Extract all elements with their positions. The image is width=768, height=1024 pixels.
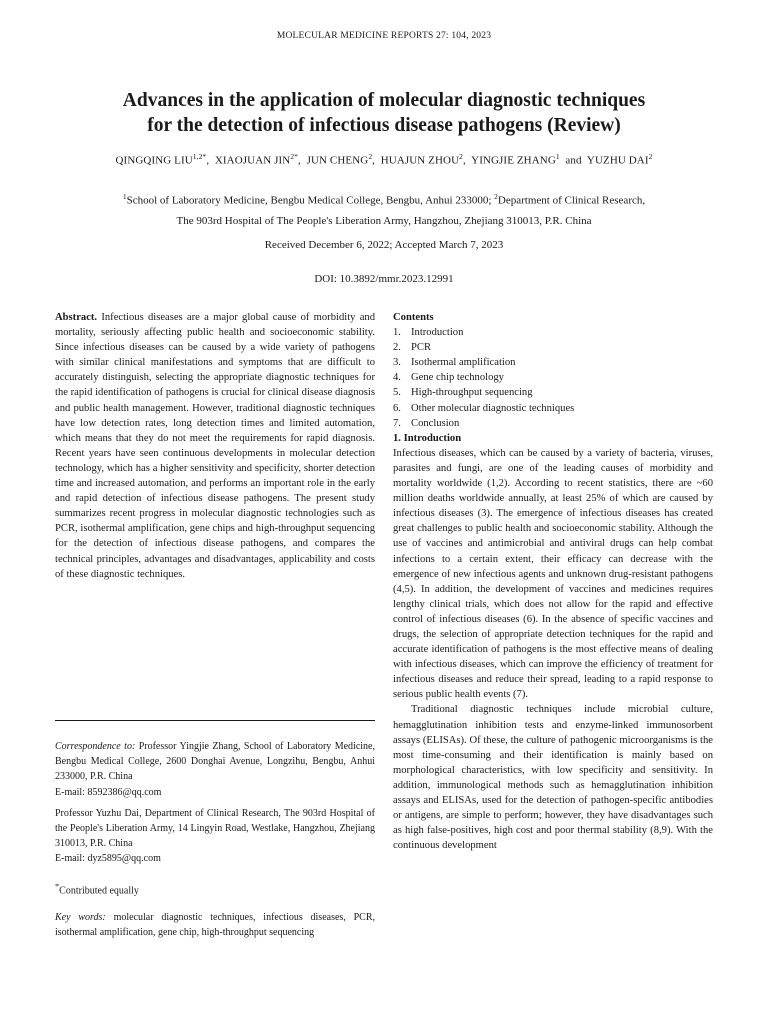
paper-title-line-2: for the detection of infectious disease pathogens (Review) <box>147 115 621 136</box>
keywords-text: molecular diagnostic techniques, infectious diseases, PCR, isothermal amplification, gene chip, high‑throughput sequencing <box>55 912 375 939</box>
section-heading-introduction: 1. Introduction <box>393 432 462 444</box>
received-accepted-dates: Received December 6, 2022; Accepted March 7, 2023 <box>264 239 504 251</box>
introduction-paragraph-1: Infectious diseases, which can be caused by a variety of bacteria, viruses, parasites and fungi, are one of the leading causes of morbidity and mortality worldwide (1,2). According to recent statistics, there are ~60 million deaths worldwide annually, at least 25% of which are caused by infectious diseases (3). The emergence of infectious diseases has created great challenges to public health and socioeconomic stability. Although the use of vaccines and antimicrobial and antiviral drugs can help combat infections to a certain extent, their efficacy can decrease with the emergence of new infectious agents and unknown drug‑resistant pathogens (4,5). In addition, the development of vaccines and medicines requires lengthy clinical trials, which does not allow for the rapid and effective control of infectious diseases (6). In the absence of specific vaccines and drugs, the selection of appropriate detection techniques for the rapid and accurate identification of pathogens is the most effective means of dealing with infectious diseases, which can improve the efficiency of treatment for infectious diseases and reduce their spread, leading to a rapid response to serious public health events (7). <box>393 447 713 701</box>
contents-item-label: Conclusion <box>411 417 460 429</box>
author-affiliation-sup: 2 <box>459 152 463 161</box>
author-name: YUZHU DAI <box>586 154 649 167</box>
contributed-sup: * <box>55 881 60 891</box>
affiliation-2-text-a: Department of Clinical Research, <box>497 194 646 207</box>
contents-item-label: Introduction <box>411 327 464 339</box>
affiliation-sup-2: 2 <box>494 192 498 201</box>
footnote-divider <box>55 720 375 721</box>
contents-item-number: 7. <box>393 417 401 429</box>
contents-list <box>393 325 713 431</box>
contents-item-label: High‑throughput sequencing <box>411 387 533 399</box>
author-affiliation-sup: 2 <box>368 152 373 161</box>
contents-item[interactable] <box>393 355 713 370</box>
author-name: HUAJUN ZHOU <box>380 154 460 167</box>
author-list <box>20 152 748 167</box>
introduction-paragraph-2: Traditional diagnostic techniques include microbial culture, hemagglutination inhibition tests and enzyme‑linked immunosorbent assays (ELISAs). Of these, the culture of pathogenic microorganisms is the most time‑consuming and their identification is mainly based on morphological characteristics, with low specificity and sensitivity. In addition, immunological methods such as hemagglutination inhibition assays and ELISAs, used for the detection of pathogen‑specific antibodies or antigens, are simple to perform; however, they have disadvantages such as high false‑positives, high cost and poor thermal stability (8,9). With the continuous development <box>393 704 713 852</box>
author-separator: , <box>298 154 307 167</box>
affiliation-line-1 <box>20 187 748 211</box>
author-name: JUN CHENG <box>306 154 369 167</box>
contents-item-number: 5. <box>393 387 401 399</box>
correspondence-label: Correspondence to: <box>55 741 136 752</box>
keywords <box>55 910 375 940</box>
contents-item-label: Other molecular diagnostic techniques <box>411 402 575 414</box>
abstract <box>55 310 375 582</box>
contributed-text: Contributed equally <box>59 884 139 896</box>
contents-item[interactable] <box>393 340 713 355</box>
correspondence-block <box>55 739 375 941</box>
contents-item[interactable] <box>393 385 713 400</box>
author-name: XIAOJUAN JIN <box>214 154 291 167</box>
doi[interactable]: DOI: 10.3892/mmr.2023.12991 <box>314 273 454 285</box>
correspondence-email-2[interactable]: E‑mail: dyz5895@qq.com <box>55 853 161 865</box>
author-separator: , <box>206 154 215 167</box>
keywords-label: Key words: <box>55 912 106 924</box>
contents-item-label: Gene chip technology <box>411 372 504 384</box>
contents-item-number: 2. <box>393 342 401 354</box>
affiliations <box>20 187 748 231</box>
contents-item[interactable] <box>393 416 713 431</box>
abstract-column <box>55 310 375 582</box>
correspondence-author-2: Professor Yuzhu Dai, Department of Clinical Research, The 903rd Hospital of the People's Liberation Army, 14 Lingyin Road, Westlake, Hangzhou, Zhejiang 310013, P.R. China <box>55 807 375 850</box>
contents-item[interactable] <box>393 370 713 385</box>
contents-item-number: 1. <box>393 327 401 339</box>
author-affiliation-sup: 1,2* <box>192 152 207 161</box>
correspondence-email-1[interactable]: E‑mail: 8592386@qq.com <box>55 786 162 798</box>
contents-item[interactable] <box>393 401 713 416</box>
abstract-text: Infectious diseases are a major global cause of morbidity and mortality, seriously affecting public health and socioeconomic stability. Since infectious diseases can be caused by a wide variety of pathogens with similar clinical manifestations and symptoms that are difficult to accurately distinguish, selecting the appropriate diagnostic techniques for the rapid identification of pathogens is crucial for clinical disease diagnosis and public health management. However, traditional diagnostic techniques have low detection rates, long detection times and limited automation, which means that they do not meet the requirements for rapid diagnosis. Recent years have seen continuous developments in molecular detection technology, which has a higher sensitivity and specificity, shorter detection time and increased automation, and performs an important role in the early and rapid detection of infectious disease pathogens. The present study summarizes recent progress in molecular diagnostic technologies such as PCR, isothermal amplification, gene chips and high‑throughput sequencing for the detection of infectious disease pathogens, and compares the technical principles, advantages and disadvantages, applicability and costs of these diagnostic techniques. <box>55 312 375 580</box>
correspondence-author-1-text: Professor Yingjie Zhang, School of Laboratory Medicine, Bengbu Medical College, 2600 Donghai Avenue, Longzihu, Bengbu, Anhui 233000, P.R. China <box>55 741 375 783</box>
author-affiliation-sup: 2* <box>290 152 299 161</box>
contributed-equally-note <box>55 879 375 899</box>
author-name: YINGJIE ZHANG <box>471 154 556 167</box>
abstract-label: Abstract. <box>55 312 98 323</box>
journal-header: MOLECULAR MEDICINE REPORTS 27: 104, 2023 <box>276 31 492 41</box>
contents-item[interactable] <box>393 325 713 340</box>
author-separator: , <box>372 154 381 167</box>
affiliation-sup-1: 1 <box>122 192 127 201</box>
contents-heading: Contents <box>393 312 434 323</box>
author-affiliation-sup: 2 <box>648 152 653 161</box>
author-separator: , <box>463 154 472 167</box>
affiliation-1-text: School of Laboratory Medicine, Bengbu Medical College, Bengbu, Anhui 233000; <box>126 194 495 207</box>
paper-title <box>40 88 728 138</box>
contents-item-label: Isothermal amplification <box>411 357 516 369</box>
right-column <box>393 310 713 853</box>
paper-title-line-1: Advances in the application of molecular diagnostic techniques <box>122 90 646 111</box>
author-separator: and <box>559 154 587 167</box>
correspondence-author-1 <box>55 739 375 785</box>
affiliation-line-2: The 903rd Hospital of The People's Liberation Army, Hangzhou, Zhejiang 310013, P.R. China <box>176 214 592 227</box>
author-affiliation-sup: 1 <box>555 152 560 161</box>
author-name: QINGQING LIU <box>115 154 193 167</box>
contents-item-label: PCR <box>411 342 432 354</box>
contents-item-number: 6. <box>393 402 401 414</box>
contents-item-number: 4. <box>393 372 401 384</box>
contents-item-number: 3. <box>393 357 401 369</box>
